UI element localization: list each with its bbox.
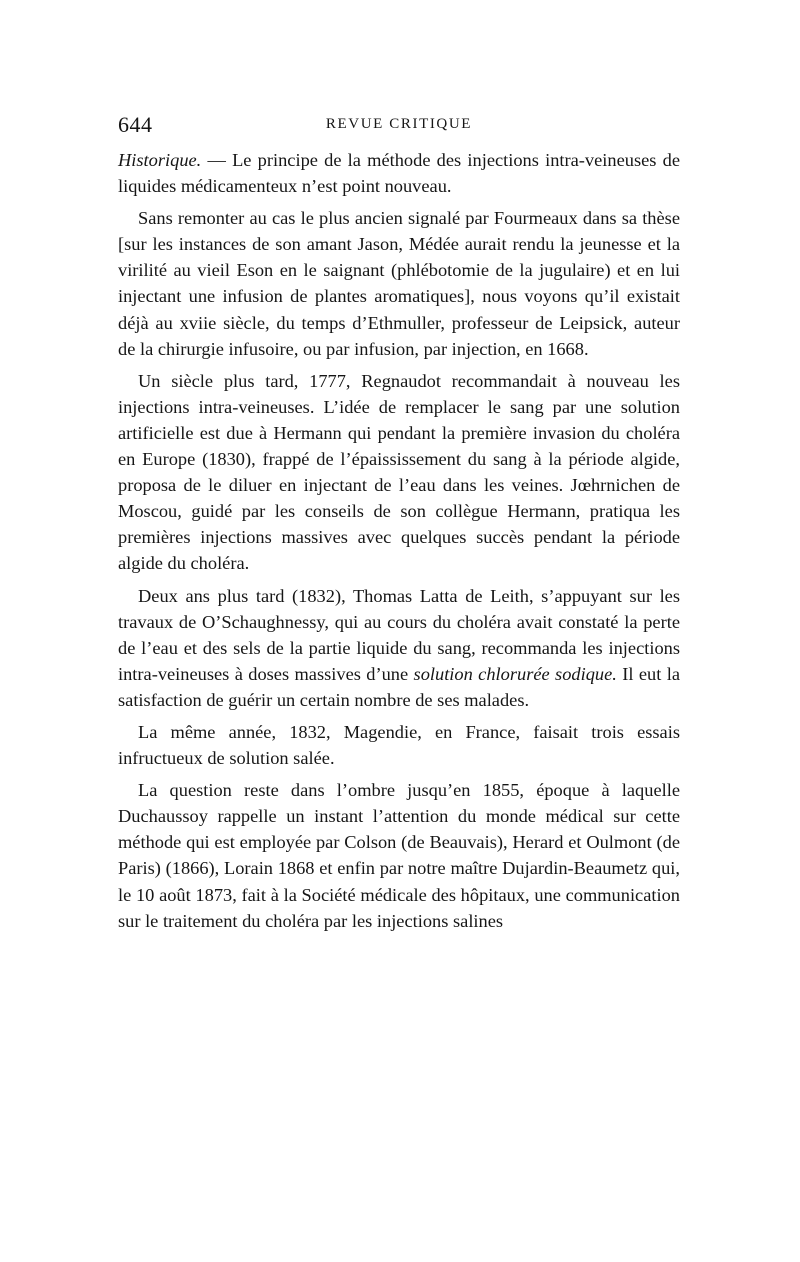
paragraph-duchaussoy <box>118 777 680 934</box>
paragraph-magendie <box>118 719 680 771</box>
body-text <box>118 147 680 940</box>
paragraph-text: La question reste dans l’ombre jusqu’en 1855, époque à laquelle Duchaussoy rappelle un instant l’attention du monde médical sur cette méthode qui est employée par Colson (de Beauvais), Herard et Oulmont (de Paris) (1866), Lorain 1868 et enfin par notre maître Dujardin-Beaumetz qui, le 10 août 1873, fait à la Société médicale des hôpitaux, une communication sur le traitement du choléra par les injections salines <box>118 780 680 931</box>
paragraph-text: — Le principe de la méthode des injections intra-veineuses de liquides médicamenteux n’est point nouveau. <box>118 150 680 197</box>
paragraph-regnaudot <box>118 368 680 577</box>
italic-term: solution chlorurée sodique. <box>413 663 617 684</box>
paragraph-text: Un siècle plus tard, 1777, Regnaudot recommandait à nouveau les injections intra-veineuses. L’idée de remplacer le sang par une solution artificielle est due à Hermann qui pendant la première invasion du choléra en Europe (1830), frappé de l’épaississement du sang à la période algide, proposa de le diluer en injectant de l’eau dans les veines. Jœhrnichen de Moscou, guidé par les conseils de son collègue Hermann, pratiqua les premières injections massives avec quelques succès pendant la période algide du choléra. <box>118 370 680 574</box>
paragraph-fourmeaux <box>118 205 680 362</box>
section-label: Historique. <box>118 150 202 170</box>
page-number: 644 <box>118 112 153 137</box>
paragraph-text: Sans remonter au cas le plus ancien signalé par Fourmeaux dans sa thèse [sur les instances de son amant Jason, Médée aurait rendu la jeunesse et la virilité au vieil Eson en le saignant (phlébotomie de la jugulaire) et en lui injectant une infusion de plantes aromatiques], nous voyons qu’il existait déjà au xviie siècle, du temps d’Ethmuller, professeur de Leipsick, auteur de la chirurgie infusoire, ou par infusion, par injection, en 1668. <box>118 208 680 359</box>
paragraph-text: Il eut la satisfaction de guérir un certain nombre de ses malades. <box>118 663 680 710</box>
paragraph-historique <box>118 147 680 199</box>
running-head <box>118 112 680 142</box>
paragraph-text: Deux ans plus tard (1832), Thomas Latta de Leith, s’appuyant sur les travaux de O’Schaughnessy, qui au cours du choléra avait constaté la perte de l’eau et des sels de la partie liquide du sang, recommanda les injections intra-veineuses à doses massives d’une <box>118 585 680 684</box>
paragraph-text: La même année, 1832, Magendie, en France, faisait trois essais infructueux de solution salée. <box>118 721 680 769</box>
running-title: REVUE CRITIQUE <box>325 116 473 132</box>
paragraph-latta <box>118 583 680 713</box>
